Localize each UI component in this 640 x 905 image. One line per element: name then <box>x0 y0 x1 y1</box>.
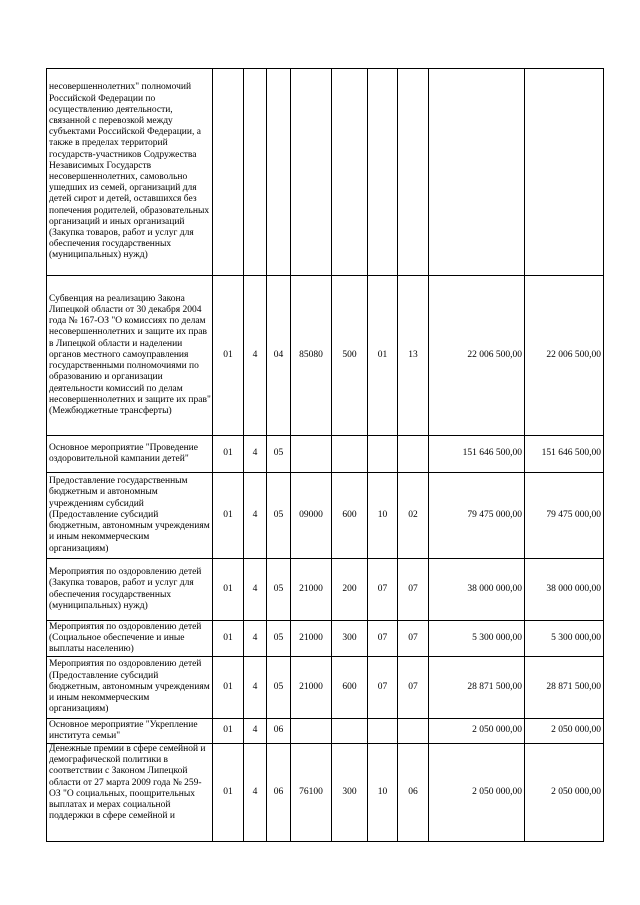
program-code-cell: 01 <box>213 719 244 744</box>
direction-code-cell: 21000 <box>291 559 332 621</box>
program-code-cell: 01 <box>213 621 244 657</box>
event-code-cell: 05 <box>267 559 291 621</box>
direction-code-cell: 85080 <box>291 276 332 436</box>
row-name-cell: Мероприятия по оздоровлению детей (Закупка товаров, работ и услуг для обеспечения государственных (муниципальных) нужд) <box>47 559 213 621</box>
table-row <box>47 559 604 621</box>
row-name-cell: Основное мероприятие "Проведение оздоровительной кампании детей" <box>47 436 213 473</box>
table-row <box>47 436 604 473</box>
subsection-code-cell <box>398 436 429 473</box>
section-code-cell: 10 <box>368 473 398 559</box>
section-code-cell: 07 <box>368 657 398 719</box>
subsection-code-cell <box>398 69 429 276</box>
table-row <box>47 719 604 744</box>
subsection-code-cell: 02 <box>398 473 429 559</box>
subsection-code-cell: 06 <box>398 744 429 842</box>
program-code-cell: 01 <box>213 657 244 719</box>
amount-cell <box>429 69 525 276</box>
expense-type-cell: 500 <box>332 276 368 436</box>
row-name-cell: Субвенция на реализацию Закона Липецкой области от 30 декабря 2004 года № 167-ОЗ "О комиссиях по делам несовершеннолетних и защите их прав в Липецкой области и наделении органов местного самоуправления государственными полномочиями по образованию и организации деятельности комиссий по делам несовершеннолетних и защите их прав" (Межбюджетные трансферты) <box>47 276 213 436</box>
section-code-cell: 07 <box>368 559 398 621</box>
subprogram-code-cell: 4 <box>244 436 267 473</box>
amount-cell: 2 050 000,00 <box>429 744 525 842</box>
direction-code-cell: 76100 <box>291 744 332 842</box>
expense-type-cell: 300 <box>332 621 368 657</box>
section-code-cell <box>368 719 398 744</box>
subprogram-code-cell: 4 <box>244 276 267 436</box>
total-amount-cell: 151 646 500,00 <box>525 436 604 473</box>
subprogram-code-cell: 4 <box>244 473 267 559</box>
amount-cell: 151 646 500,00 <box>429 436 525 473</box>
total-amount-cell: 22 006 500,00 <box>525 276 604 436</box>
budget-table-body <box>47 69 604 842</box>
event-code-cell: 04 <box>267 276 291 436</box>
subsection-code-cell: 13 <box>398 276 429 436</box>
row-name-cell: Мероприятия по оздоровлению детей (Предоставление субсидий бюджетным, автономным учреждениям и иным некоммерческим организациям) <box>47 657 213 719</box>
event-code-cell: 06 <box>267 719 291 744</box>
table-row <box>47 657 604 719</box>
expense-type-cell: 200 <box>332 559 368 621</box>
table-row <box>47 276 604 436</box>
subprogram-code-cell: 4 <box>244 657 267 719</box>
table-row <box>47 621 604 657</box>
section-code-cell: 07 <box>368 621 398 657</box>
subsection-code-cell: 07 <box>398 559 429 621</box>
direction-code-cell: 09000 <box>291 473 332 559</box>
subprogram-code-cell: 4 <box>244 744 267 842</box>
amount-cell: 79 475 000,00 <box>429 473 525 559</box>
subprogram-code-cell: 4 <box>244 719 267 744</box>
amount-cell: 22 006 500,00 <box>429 276 525 436</box>
total-amount-cell: 5 300 000,00 <box>525 621 604 657</box>
expense-type-cell: 600 <box>332 473 368 559</box>
event-code-cell: 05 <box>267 657 291 719</box>
event-code-cell <box>267 69 291 276</box>
table-row <box>47 473 604 559</box>
amount-cell: 5 300 000,00 <box>429 621 525 657</box>
direction-code-cell: 21000 <box>291 657 332 719</box>
expense-type-cell <box>332 436 368 473</box>
event-code-cell: 05 <box>267 436 291 473</box>
expense-type-cell: 600 <box>332 657 368 719</box>
subsection-code-cell: 07 <box>398 621 429 657</box>
direction-code-cell: 21000 <box>291 621 332 657</box>
table-row <box>47 744 604 842</box>
program-code-cell <box>213 69 244 276</box>
direction-code-cell <box>291 719 332 744</box>
program-code-cell: 01 <box>213 744 244 842</box>
row-name-cell: несовершеннолетних" полномочий Российской Федерации по осуществлению деятельности, связанной с перевозкой между субъектами Российской Федерации, а также в пределах территорий государств-участников Содружества Независимых Государств несовершеннолетних, самовольно ушедших из семей, организаций для детей сирот и детей, оставшихся без попечения родителей, образовательных организаций и иных организаций (Закупка товаров, работ и услуг для обеспечения государственных (муниципальных) нужд) <box>47 69 213 276</box>
total-amount-cell: 2 050 000,00 <box>525 744 604 842</box>
event-code-cell: 06 <box>267 744 291 842</box>
amount-cell: 38 000 000,00 <box>429 559 525 621</box>
total-amount-cell: 28 871 500,00 <box>525 657 604 719</box>
section-code-cell <box>368 69 398 276</box>
budget-table <box>46 68 604 842</box>
program-code-cell: 01 <box>213 559 244 621</box>
section-code-cell <box>368 436 398 473</box>
row-name-cell: Денежные премии в сфере семейной и демографической политики в соответствии с Законом Липецкой области от 27 марта 2009 года № 259-ОЗ "О социальных, поощрительных выплатах и мерах социальной поддержки в сфере семейной и <box>47 744 213 842</box>
row-name-cell: Предоставление государственным бюджетным и автономным учреждениям субсидий (Предоставление субсидий бюджетным, автономным учреждениям и иным некоммерческим организациям) <box>47 473 213 559</box>
amount-cell: 28 871 500,00 <box>429 657 525 719</box>
expense-type-cell: 300 <box>332 744 368 842</box>
section-code-cell: 01 <box>368 276 398 436</box>
table-row <box>47 69 604 276</box>
expense-type-cell <box>332 69 368 276</box>
event-code-cell: 05 <box>267 473 291 559</box>
section-code-cell: 10 <box>368 744 398 842</box>
direction-code-cell <box>291 436 332 473</box>
total-amount-cell: 2 050 000,00 <box>525 719 604 744</box>
row-name-cell: Основное мероприятие "Укрепление института семьи" <box>47 719 213 744</box>
program-code-cell: 01 <box>213 436 244 473</box>
subsection-code-cell <box>398 719 429 744</box>
total-amount-cell: 38 000 000,00 <box>525 559 604 621</box>
subprogram-code-cell: 4 <box>244 621 267 657</box>
direction-code-cell <box>291 69 332 276</box>
event-code-cell: 05 <box>267 621 291 657</box>
subprogram-code-cell <box>244 69 267 276</box>
program-code-cell: 01 <box>213 473 244 559</box>
expense-type-cell <box>332 719 368 744</box>
program-code-cell: 01 <box>213 276 244 436</box>
total-amount-cell <box>525 69 604 276</box>
amount-cell: 2 050 000,00 <box>429 719 525 744</box>
total-amount-cell: 79 475 000,00 <box>525 473 604 559</box>
subsection-code-cell: 07 <box>398 657 429 719</box>
row-name-cell: Мероприятия по оздоровлению детей (Социальное обеспечение и иные выплаты населению) <box>47 621 213 657</box>
subprogram-code-cell: 4 <box>244 559 267 621</box>
